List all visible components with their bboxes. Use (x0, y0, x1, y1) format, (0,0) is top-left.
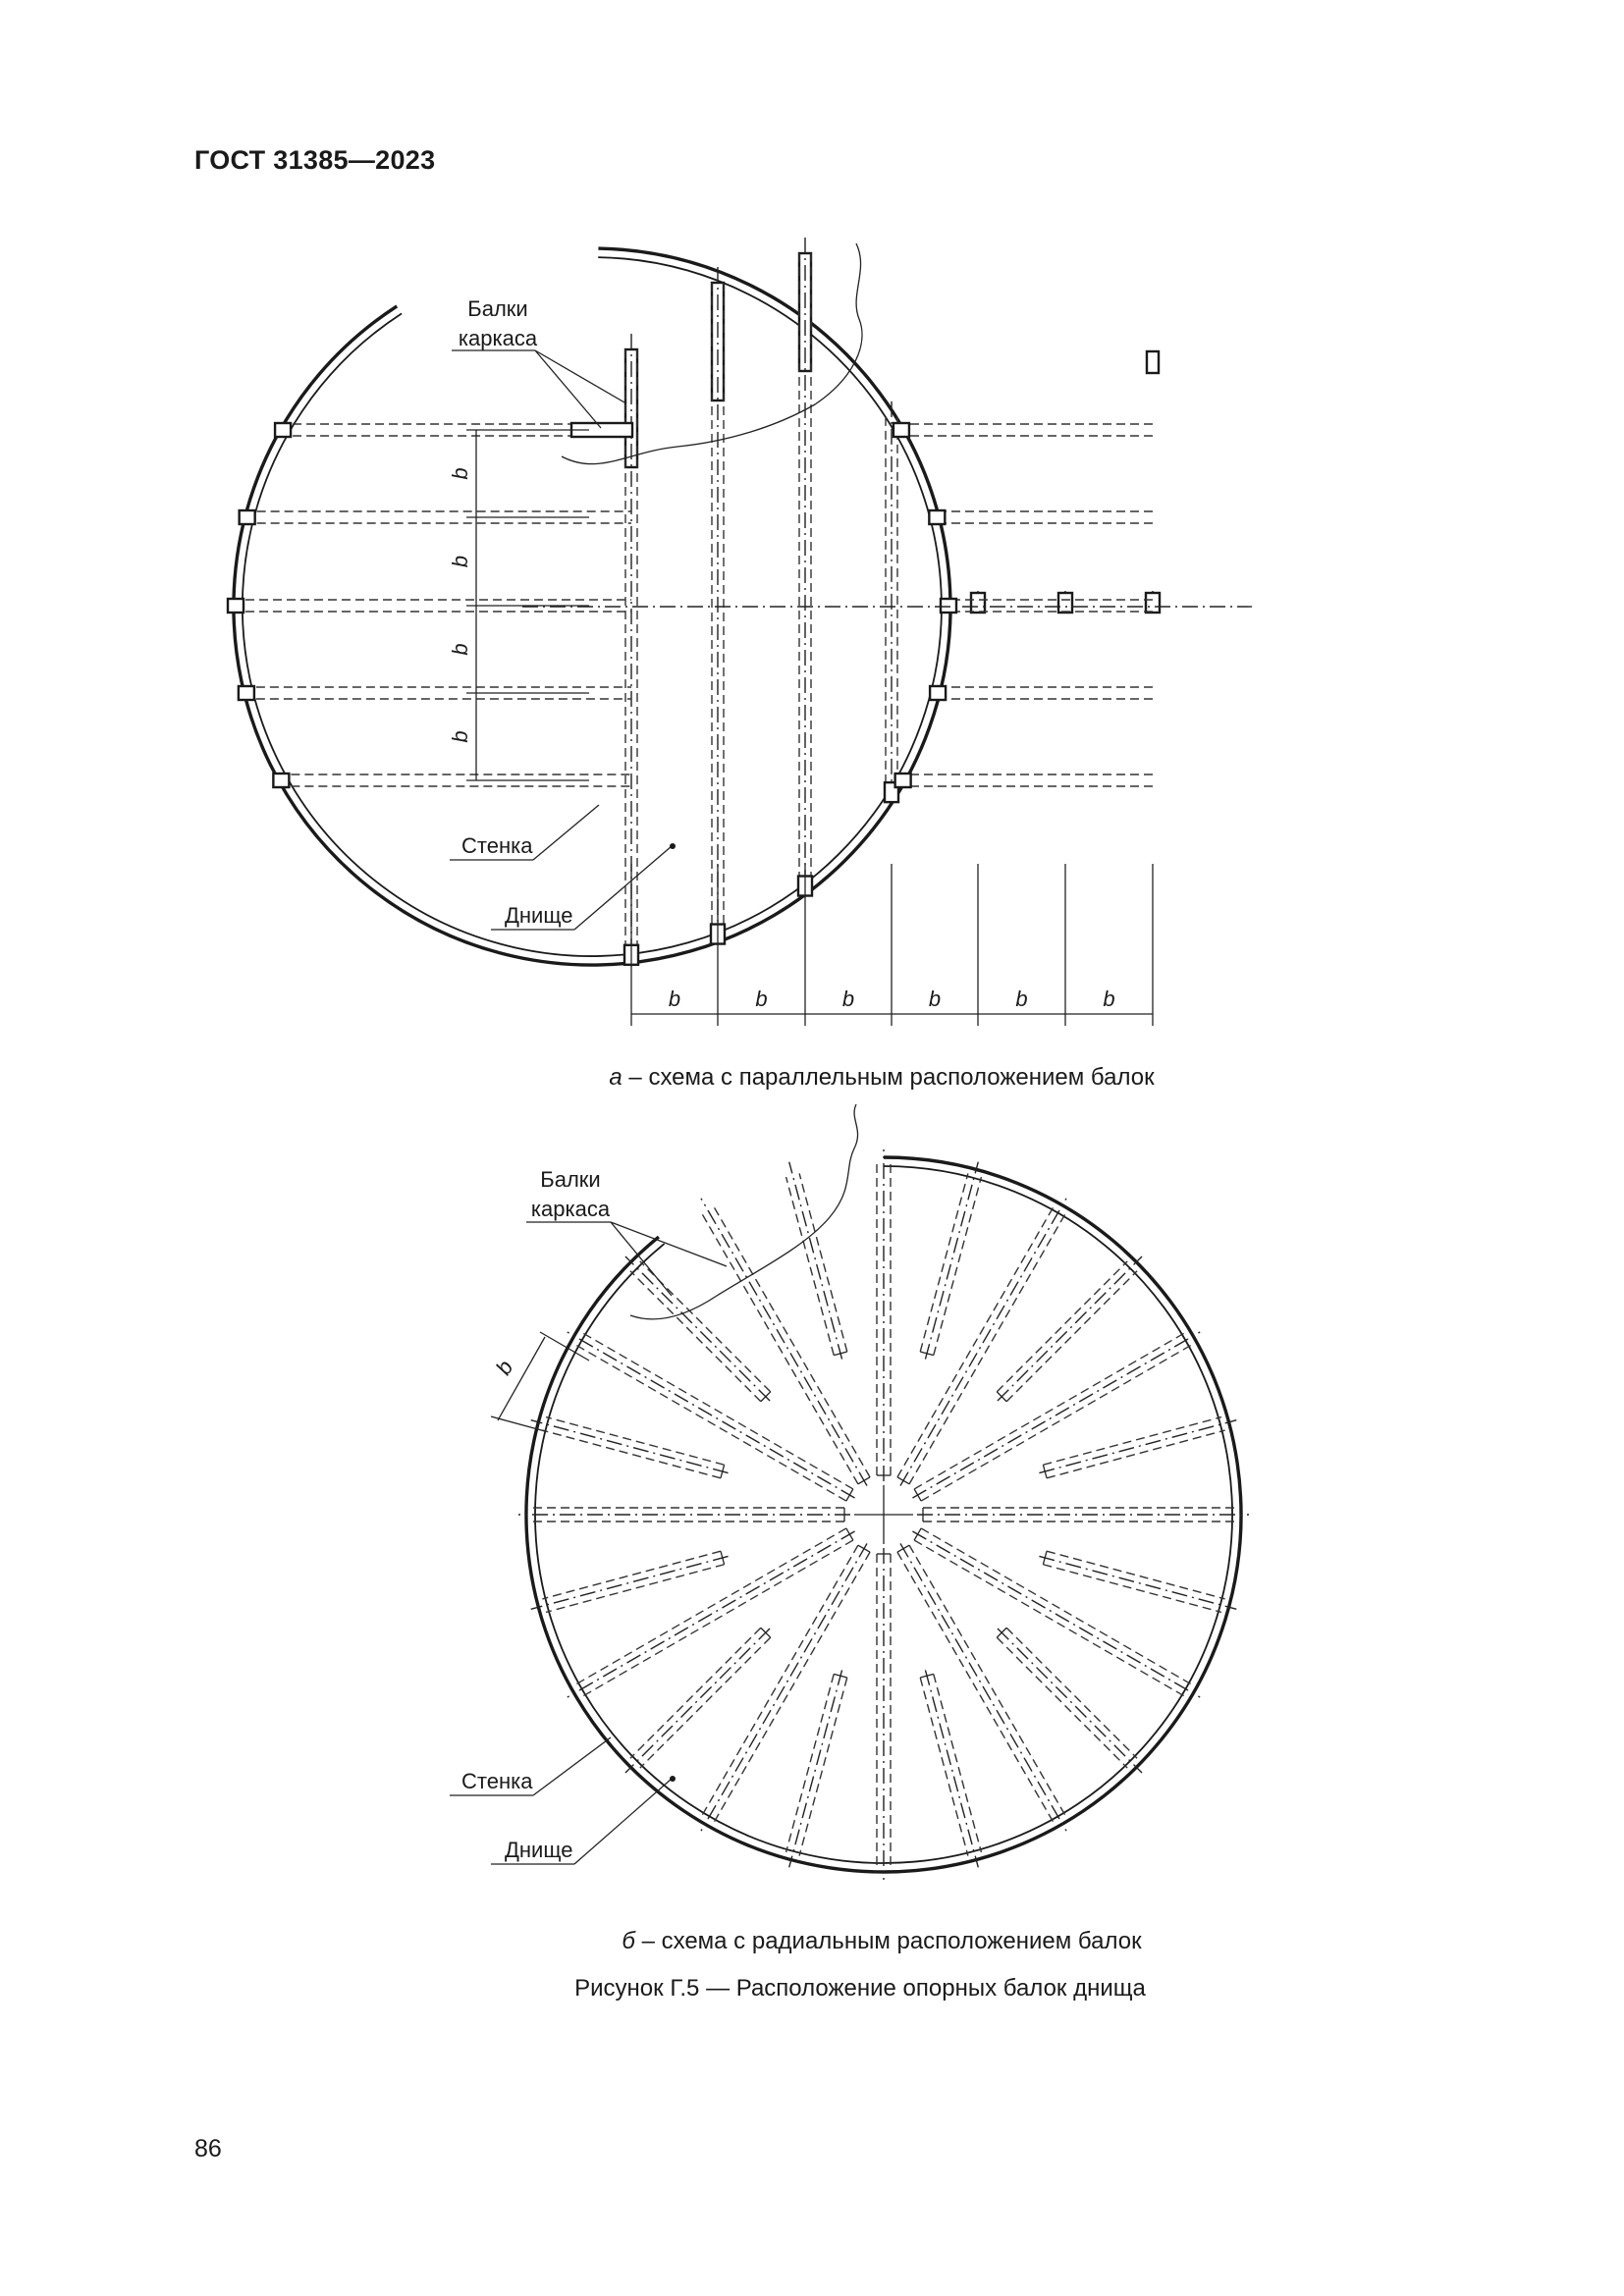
radial-beam-edge1-20 (582, 1333, 852, 1489)
radial-beam-edge2-19 (542, 1430, 721, 1478)
radial-beam-axis-8 (912, 1531, 1200, 1697)
leader-wall-b (533, 1737, 611, 1795)
cross-end-left-3 (239, 686, 254, 700)
cross-end-right-3 (930, 686, 946, 700)
radial-beam-axis-7 (1039, 1556, 1236, 1609)
leader-lines-b (450, 1222, 727, 1864)
dim-label-bottom-0: b (668, 987, 681, 1011)
radial-beam-edge2-9 (1006, 1628, 1137, 1758)
beam-right-top (1147, 351, 1159, 373)
radial-beam-axis-14 (701, 1543, 867, 1831)
label-beams-a-line2: каркаса (458, 326, 538, 350)
page-number: 86 (194, 2135, 222, 2163)
leader-bottom-a (574, 846, 672, 930)
radial-beam-axis-5 (1039, 1420, 1236, 1473)
cross-end-left-4 (273, 774, 289, 787)
radial-beam-edge1-2 (909, 1213, 1065, 1483)
radial-beam-edge1-9 (997, 1637, 1127, 1768)
caption-b-text: – схема с радиальным расположением балок (634, 1928, 1142, 1954)
radial-beam-edge1-4 (921, 1345, 1191, 1501)
cross-end-left-0 (275, 423, 291, 437)
leader-bottom-dot-a (670, 843, 676, 849)
radial-beam-axis-22 (701, 1199, 867, 1486)
radial-beam-edge2-15 (640, 1637, 771, 1768)
radial-beam-edge2-13 (799, 1678, 847, 1856)
dim-label-left-0: b (448, 467, 472, 480)
radial-beam-edge2-21 (630, 1271, 761, 1402)
frame-beams-a (228, 238, 1160, 967)
caption-b-letter: б (622, 1928, 635, 1954)
radial-beam-edge2-17 (546, 1565, 725, 1613)
leader-bottom-dot-b (670, 1776, 676, 1782)
radial-beam-axis-10 (900, 1543, 1066, 1831)
leader-beams-1-a (535, 350, 601, 428)
radial-beam-axis-4 (912, 1332, 1200, 1498)
radial-beam-axis-19 (531, 1420, 729, 1473)
radial-beam-edge1-15 (630, 1628, 761, 1758)
radial-beam-edge2-1 (920, 1173, 968, 1352)
dim-label-left-1: b (448, 555, 472, 568)
radial-beam-axis-13 (789, 1670, 842, 1867)
radial-beam-edge2-16 (582, 1540, 852, 1696)
radial-beam-axis-11 (925, 1670, 978, 1867)
leader-bottom-b (574, 1779, 672, 1864)
dim-label-bottom-3: b (928, 987, 942, 1011)
caption-a-letter: а (609, 1064, 623, 1091)
dim-label-bottom-2: b (841, 987, 855, 1011)
radial-beam-edge1-16 (575, 1528, 845, 1684)
radial-beam-axis-16 (568, 1531, 855, 1697)
dimension-lines-a (466, 430, 1153, 1026)
radial-beam-edge1-11 (920, 1678, 968, 1856)
radial-beam-edge2-11 (934, 1674, 982, 1852)
radial-beam-edge1-14 (702, 1545, 858, 1815)
radial-beam-edge1-17 (542, 1551, 721, 1599)
label-beams-b-line1: Балки (540, 1167, 601, 1192)
beam-end-5 (1058, 593, 1072, 613)
radial-beam-axis-15 (625, 1629, 770, 1773)
cross-end-right-1 (929, 510, 945, 524)
label-wall-a: Стенка (461, 833, 533, 858)
dim-label-left-3: b (448, 730, 472, 743)
radial-beam-edge2-8 (921, 1528, 1191, 1684)
dim-line-radial-b (498, 1337, 545, 1420)
label-bottom-a: Днище (505, 903, 573, 928)
radial-beam-axis-2 (900, 1199, 1066, 1486)
label-bottom-b: Днище (505, 1838, 573, 1862)
caption-a-text: – схема с параллельным расположением балок (622, 1064, 1155, 1091)
radial-beam-axis-20 (568, 1332, 855, 1498)
cross-end-left-2 (228, 599, 244, 613)
beam-end-4 (971, 593, 985, 613)
radial-beam-edge2-5 (1043, 1417, 1221, 1466)
radial-beam-edge1-7 (1043, 1565, 1221, 1613)
center-axis-b (854, 1485, 913, 1544)
radial-beam-edge2-14 (714, 1552, 870, 1822)
dim-label-b-radial: b (490, 1356, 518, 1379)
caption-a (609, 1064, 1155, 1091)
radial-beam-axis-3 (998, 1256, 1142, 1401)
radial-beam-axis-21 (625, 1256, 770, 1401)
radial-beam-edge1-22 (714, 1206, 870, 1476)
radial-beam-axis-9 (998, 1629, 1142, 1773)
label-beams-a-line1: Балки (467, 296, 528, 321)
label-wall-b: Стенка (461, 1769, 533, 1793)
radial-beam-edge1-10 (897, 1552, 1054, 1822)
radial-beam-edge1-19 (546, 1417, 725, 1466)
radial-beam-edge2-2 (897, 1206, 1054, 1476)
caption-b (622, 1928, 1142, 1954)
leader-wall-a (533, 805, 599, 860)
radial-beam-edge2-4 (914, 1333, 1184, 1489)
radial-beam-edge1-5 (1047, 1430, 1225, 1478)
cross-end-right-4 (895, 774, 911, 787)
radial-beam-axis-1 (925, 1162, 978, 1360)
radial-beam-edge2-7 (1047, 1551, 1225, 1599)
radial-beam-edge1-13 (786, 1674, 835, 1852)
leader-beams-2-a (535, 350, 624, 402)
radial-beam-edge2-22 (702, 1213, 858, 1483)
cross-end-left-1 (240, 510, 255, 524)
radial-beam-axis-23 (789, 1162, 842, 1360)
radial-beam-edge2-23 (786, 1177, 835, 1356)
label-beams-b-line2: каркаса (530, 1197, 611, 1221)
document-header: ГОСТ 31385—2023 (194, 145, 436, 175)
radial-beam-axis-17 (531, 1556, 729, 1609)
figure-title: Рисунок Г.5 — Расположение опорных балок днища (574, 1975, 1146, 2002)
figure-b-radial-scheme (450, 1104, 1249, 1954)
cross-end-right-0 (893, 423, 909, 437)
dim-label-bottom-4: b (1015, 987, 1028, 1011)
radial-beam-edge2-3 (997, 1261, 1127, 1392)
radial-beam-edge1-8 (914, 1540, 1184, 1696)
beam-end-6 (1146, 593, 1160, 613)
radial-beam-edge1-1 (934, 1177, 982, 1356)
figure-a-parallel-scheme (228, 238, 1252, 1091)
radial-beam-edge1-23 (799, 1173, 847, 1352)
radial-beam-edge2-20 (575, 1345, 845, 1501)
cross-end-right-2 (941, 599, 956, 613)
radial-beam-edge2-10 (909, 1545, 1065, 1815)
dim-label-left-2: b (448, 643, 472, 656)
radial-beam-edge1-3 (1006, 1271, 1137, 1402)
dim-label-bottom-1: b (755, 987, 768, 1011)
dim-label-bottom-5: b (1103, 987, 1115, 1011)
